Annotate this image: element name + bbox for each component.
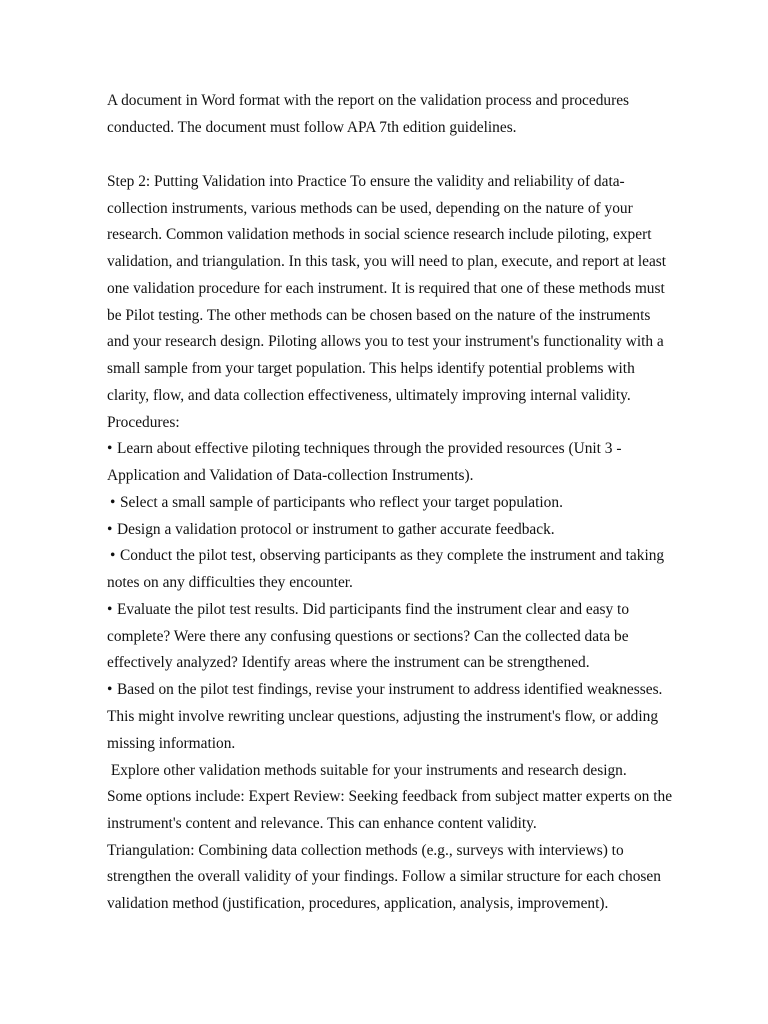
intro-line: conducted. The document must follow APA 7th edition guidelines. — [107, 119, 517, 136]
step-line: validation, and triangulation. In this task, you will need to plan, execute, and report at least — [107, 253, 667, 270]
bullet-item — [107, 520, 555, 540]
bullet-continuation: notes on any difficulties they encounter. — [107, 574, 353, 591]
closing-line: validation method (justification, procedures, application, analysis, improvement). — [107, 895, 609, 912]
bullet-text: Design a validation protocol or instrument to gather accurate feedback. — [117, 521, 555, 538]
closing-line: Triangulation: Combining data collection methods (e.g., surveys with interviews) to — [107, 842, 624, 859]
bullet-continuation: This might involve rewriting unclear questions, adjusting the instrument's flow, or adding — [107, 708, 659, 725]
bullet-text: Select a small sample of participants who reflect your target population. — [120, 494, 563, 511]
bullet-continuation: complete? Were there any confusing questions or sections? Can the collected data be — [107, 628, 629, 645]
procedures-heading: Procedures: — [107, 414, 180, 431]
intro-line: A document in Word format with the report on the validation process and procedures — [107, 92, 630, 109]
bullet-icon: • — [110, 494, 116, 511]
bullet-text: Conduct the pilot test, observing participants as they complete the instrument and taking — [120, 547, 665, 564]
bullet-item — [107, 439, 621, 459]
step-line: be Pilot testing. The other methods can be chosen based on the nature of the instruments — [107, 307, 651, 324]
step-line: Step 2: Putting Validation into Practice To ensure the validity and reliability of data- — [107, 173, 625, 190]
step-line: research. Common validation methods in social science research include piloting, expert — [107, 226, 652, 243]
step-line: one validation procedure for each instrument. It is required that one of these methods must — [107, 280, 665, 297]
step-line: small sample from your target population. This helps identify potential problems with — [107, 360, 635, 377]
bullet-continuation: Application and Validation of Data-collection Instruments). — [107, 467, 474, 484]
bullet-item — [110, 493, 563, 513]
bullet-continuation: missing information. — [107, 735, 236, 752]
bullet-text: Based on the pilot test findings, revise your instrument to address identified weaknesses. — [117, 681, 663, 698]
closing-line: Some options include: Expert Review: Seeking feedback from subject matter experts on the — [107, 788, 673, 805]
closing-line: strengthen the overall validity of your findings. Follow a similar structure for each chosen — [107, 868, 661, 885]
bullet-icon: • — [107, 601, 113, 618]
bullet-item — [110, 546, 664, 566]
bullet-icon: • — [107, 440, 113, 457]
bullet-text: Evaluate the pilot test results. Did participants find the instrument clear and easy to — [117, 601, 630, 618]
closing-line: Explore other validation methods suitable for your instruments and research design. — [107, 762, 627, 779]
bullet-text: Learn about effective piloting techniques through the provided resources (Unit 3 - — [117, 440, 622, 457]
bullet-item — [107, 680, 662, 700]
closing-line: instrument's content and relevance. This can enhance content validity. — [107, 815, 537, 832]
bullet-icon: • — [107, 521, 113, 538]
step-line: collection instruments, various methods can be used, depending on the nature of your — [107, 200, 633, 217]
step-line: clarity, flow, and data collection effectiveness, ultimately improving internal validity. — [107, 387, 631, 404]
bullet-icon: • — [107, 681, 113, 698]
bullet-icon: • — [110, 547, 116, 564]
bullet-item — [107, 600, 629, 620]
step-line: and your research design. Piloting allows you to test your instrument's functionality with a — [107, 333, 664, 350]
bullet-continuation: effectively analyzed? Identify areas where the instrument can be strengthened. — [107, 654, 590, 671]
